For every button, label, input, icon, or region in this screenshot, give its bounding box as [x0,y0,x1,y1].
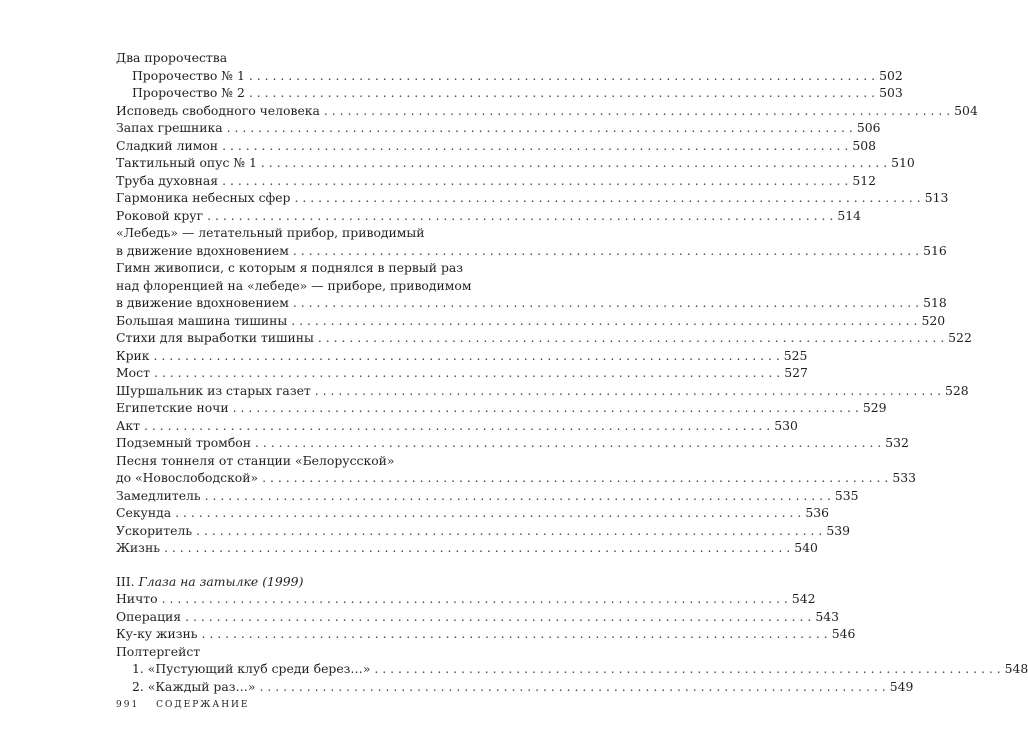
toc-entry-title: Ничто [116,591,158,606]
toc-entry-title: Крик [116,347,150,363]
dot-leader: . . . . . . . . . . . . . . . . . . . . . . . . . . . . . . . . . . . . . . . . . . . . . . . . . . . . . . . . . . . . . . . . . . . . . . . . . . . . . . . . [248,67,876,83]
toc-entry [116,487,859,505]
toc-entry-title-line: в движение вдохновением [116,242,289,258]
toc-entry-title-line: «Лебедь» — летательный прибор, приводимый [116,225,425,240]
dot-leader: . . . . . . . . . . . . . . . . . . . . . . . . . . . . . . . . . . . . . . . . . . . . . . . . . . . . . . . . . . . . . . . . . . . . . . . . . . . . . . . . [143,417,771,433]
toc-entry-page: 510 [891,155,915,170]
toc-entry [116,172,876,190]
dot-leader: . . . . . . . . . . . . . . . . . . . . . . . . . . . . . . . . . . . . . . . . . . . . . . . . . . . . . . . . . . . . . . . . . . . . . . . . . . . . . . . . [292,242,920,258]
toc-entry [116,452,917,487]
toc-entry-title: Запах грешника [116,120,223,135]
section-title: Глаза на затылке [138,573,259,589]
toc-entry-page: 529 [862,400,887,415]
dot-leader: . . . . . . . . . . . . . . . . . . . . . . . . . . . . . . . . . . . . . . . . . . . . . . . . . . . . . . . . . . . . . . . . . . . . . . . . . . . . . . . . [175,505,802,520]
toc-entry-page: 527 [784,365,808,380]
dot-leader: . . . . . . . . . . . . . . . . . . . . . . . . . . . . . . . . . . . . . . . . . . . . . . . . . . . . . . . . . . . . . . . . . . . . . . . . . . . . . . . . [262,470,889,485]
toc-entry-page: 513 [924,190,949,205]
toc-entry-page: 530 [774,417,798,433]
toc-entry-title: Два пророчества [116,50,228,65]
dot-leader: . . . . . . . . . . . . . . . . . . . . . . . . . . . . . . . . . . . . . . . . . . . . . . . . . . . . . . . . . . . . . . . . . . . . . . . . . . . . . . . . [185,608,812,624]
table-of-contents [116,49,1028,695]
toc-entry-page: 533 [892,470,917,485]
dot-leader: . . . . . . . . . . . . . . . . . . . . . . . . . . . . . . . . . . . . . . . . . . . . . . . . . . . . . . . . . . . . . . . . . . . . . . . . . . . . . . . . [291,312,918,328]
toc-entry [116,224,947,259]
dot-leader: . . . . . . . . . . . . . . . . . . . . . . . . . . . . . . . . . . . . . . . . . . . . . . . . . . . . . . . . . . . . . . . . . . . . . . . . . . . . . . . . [259,678,886,694]
toc-entry-page: 520 [921,312,946,328]
toc-entry-page: 512 [852,172,876,188]
toc-entry-page: 503 [879,85,903,100]
toc-entry [116,154,915,172]
toc-entry [116,590,816,608]
toc-entry [116,625,856,643]
toc-entry-title: Большая машина тишины [116,312,288,328]
toc-entry-page: 522 [948,330,972,345]
toc-entry-page: 504 [954,102,978,118]
dot-leader: . . . . . . . . . . . . . . . . . . . . . . . . . . . . . . . . . . . . . . . . . . . . . . . . . . . . . . . . . . . . . . . . . . . . . . . . . . . . . . . . [323,102,951,118]
toc-entry-title: Гармоника небесных сфер [116,190,291,205]
toc-entry-title-line: Песня тоннеля от станции «Белорусской» [116,452,395,468]
toc-entry-page: 502 [879,67,903,83]
toc-entry-title: Жизнь [116,540,160,555]
toc-entry-page: 535 [834,487,859,503]
toc-entry-title: Стихи для выработки тишины [116,330,314,345]
toc-entry-page: 543 [815,608,840,624]
dot-leader: . . . . . . . . . . . . . . . . . . . . . . . . . . . . . . . . . . . . . . . . . . . . . . . . . . . . . . . . . . . . . . . . . . . . . . . . . . . . . . . . [222,172,849,188]
toc-entry [116,67,903,85]
page-footer [116,700,249,710]
toc-entry-title-line: над флоренцией на «лебеде» — приборе, приводимом [116,277,472,293]
toc-entry-title: Замедлитель [116,487,201,503]
toc-entry-title-line: до «Новослободской» [116,470,259,485]
running-title: СОДЕРЖАНИЕ [156,700,250,710]
toc-entry-title: Пророчество № 2 [132,85,245,100]
toc-entry-title: Тактильный опус № 1 [116,155,257,170]
dot-leader: . . . . . . . . . . . . . . . . . . . . . . . . . . . . . . . . . . . . . . . . . . . . . . . . . . . . . . . . . . . . . . . . . . . . . . . . . . . . . . . . [317,330,945,345]
toc-entry-page: 518 [923,295,947,310]
dot-leader: . . . . . . . . . . . . . . . . . . . . . . . . . . . . . . . . . . . . . . . . . . . . . . . . . . . . . . . . . . . . . . . . . . . . . . . . . . . . . . . . [153,347,780,363]
dot-leader: . . . . . . . . . . . . . . . . . . . . . . . . . . . . . . . . . . . . . . . . . . . . . . . . . . . . . . . . . . . . . . . . . . . . . . . . . . . . . . . . [204,487,831,503]
toc-entry-title: Исповедь свободного человека [116,102,320,118]
toc-entry-page: 525 [783,347,808,363]
section-spacer [116,557,470,573]
toc-entry-page: 528 [945,382,969,398]
toc-entry [116,417,798,435]
dot-leader: . . . . . . . . . . . . . . . . . . . . . . . . . . . . . . . . . . . . . . . . . . . . . . . . . . . . . . . . . . . . . . . . . . . . . . . . . . . . . . . . [260,155,888,170]
section-heading [116,573,470,591]
toc-group-heading [116,643,470,661]
toc-entry-title: Мост [116,365,150,380]
toc-entry-page: 536 [805,505,830,520]
toc-entry-title: Пророчество № 1 [132,67,245,83]
toc-entry-title: Роковой круг [116,207,204,223]
toc-entry [116,382,969,400]
toc-entry-title: Труба духовная [116,172,219,188]
toc-entry [116,207,861,225]
toc-entry-page: 508 [852,137,876,153]
toc-entry-title: 2. «Каждый раз…» [132,678,256,694]
toc-entry-title: Шуршальник из старых газет [116,382,311,398]
dot-leader: . . . . . . . . . . . . . . . . . . . . . . . . . . . . . . . . . . . . . . . . . . . . . . . . . . . . . . . . . . . . . . . . . . . . . . . . . . . . . . . . [255,435,882,450]
toc-entry-page: 506 [856,120,881,135]
toc-entry-title: 1. «Пустующий клуб среди берез…» [132,661,371,676]
toc-entry-title: Операция [116,608,182,624]
toc-entry-page: 548 [1004,661,1028,676]
toc-entry-title: Египетские ночи [116,400,229,415]
toc-entry-page: 549 [889,678,914,694]
toc-entry-title: Ускоритель [116,522,193,538]
dot-leader: . . . . . . . . . . . . . . . . . . . . . . . . . . . . . . . . . . . . . . . . . . . . . . . . . . . . . . . . . . . . . . . . . . . . . . . . . . . . . . . . [196,522,823,538]
toc-entry [116,608,840,626]
toc-entry-page: 532 [885,435,909,450]
toc-entry-title: Подземный тромбон [116,435,252,450]
dot-leader: . . . . . . . . . . . . . . . . . . . . . . . . . . . . . . . . . . . . . . . . . . . . . . . . . . . . . . . . . . . . . . . . . . . . . . . . . . . . . . . . [292,295,920,310]
toc-entry [116,539,818,557]
page-number: 991 [116,700,140,710]
toc-group-heading [116,49,470,67]
dot-leader: . . . . . . . . . . . . . . . . . . . . . . . . . . . . . . . . . . . . . . . . . . . . . . . . . . . . . . . . . . . . . . . . . . . . . . . . . . . . . . . . [222,137,849,153]
dot-leader: . . . . . . . . . . . . . . . . . . . . . . . . . . . . . . . . . . . . . . . . . . . . . . . . . . . . . . . . . . . . . . . . . . . . . . . . . . . . . . . . [248,85,876,100]
dot-leader: . . . . . . . . . . . . . . . . . . . . . . . . . . . . . . . . . . . . . . . . . . . . . . . . . . . . . . . . . . . . . . . . . . . . . . . . . . . . . . . . [294,190,921,205]
toc-entry [116,84,903,102]
dot-leader: . . . . . . . . . . . . . . . . . . . . . . . . . . . . . . . . . . . . . . . . . . . . . . . . . . . . . . . . . . . . . . . . . . . . . . . . . . . . . . . . [201,626,828,641]
toc-entry-title-line: Гимн живописи, с которым я поднялся в первый раз [116,260,464,275]
toc-entry-page: 539 [826,522,850,538]
toc-entry [116,102,978,120]
dot-leader: . . . . . . . . . . . . . . . . . . . . . . . . . . . . . . . . . . . . . . . . . . . . . . . . . . . . . . . . . . . . . . . . . . . . . . . . . . . . . . . . [207,207,834,223]
toc-entry [116,312,946,330]
dot-leader: . . . . . . . . . . . . . . . . . . . . . . . . . . . . . . . . . . . . . . . . . . . . . . . . . . . . . . . . . . . . . . . . . . . . . . . . . . . . . . . . [314,382,942,398]
section-number: III. [116,573,135,589]
dot-leader: . . . . . . . . . . . . . . . . . . . . . . . . . . . . . . . . . . . . . . . . . . . . . . . . . . . . . . . . . . . . . . . . . . . . . . . . . . . . . . . . [226,120,853,135]
toc-entry [116,434,909,452]
toc-entry-title: Сладкий лимон [116,137,219,153]
toc-entry-title: Полтергейст [116,643,201,659]
dot-leader: . . . . . . . . . . . . . . . . . . . . . . . . . . . . . . . . . . . . . . . . . . . . . . . . . . . . . . . . . . . . . . . . . . . . . . . . . . . . . . . . [232,400,859,415]
toc-entry-page: 514 [837,207,861,223]
toc-entry [116,504,830,522]
toc-entry [116,259,947,312]
toc-entry [116,364,808,382]
dot-leader: . . . . . . . . . . . . . . . . . . . . . . . . . . . . . . . . . . . . . . . . . . . . . . . . . . . . . . . . . . . . . . . . . . . . . . . . . . . . . . . . [161,591,788,606]
dot-leader: . . . . . . . . . . . . . . . . . . . . . . . . . . . . . . . . . . . . . . . . . . . . . . . . . . . . . . . . . . . . . . . . . . . . . . . . . . . . . . . . [153,365,781,380]
toc-entry-title: Акт [116,417,140,433]
toc-entry [116,678,914,696]
toc-entry [116,329,972,347]
toc-entry-title: Секунда [116,505,172,520]
toc-entry [116,660,1028,678]
toc-entry [116,137,876,155]
toc-entry [116,399,887,417]
dot-leader: . . . . . . . . . . . . . . . . . . . . . . . . . . . . . . . . . . . . . . . . . . . . . . . . . . . . . . . . . . . . . . . . . . . . . . . . . . . . . . . . [163,540,791,555]
section-year: (1999) [262,573,304,589]
dot-leader: . . . . . . . . . . . . . . . . . . . . . . . . . . . . . . . . . . . . . . . . . . . . . . . . . . . . . . . . . . . . . . . . . . . . . . . . . . . . . . . . [374,661,1001,676]
toc-entry-page: 516 [923,242,947,258]
toc-entry-title-line: в движение вдохновением [116,295,289,310]
toc-entry-title: Ку-ку жизнь [116,626,198,641]
toc-entry [116,119,881,137]
toc-entry-page: 540 [794,540,818,555]
toc-entry [116,522,850,540]
toc-entry-page: 546 [831,626,856,641]
toc-entry [116,347,808,365]
toc-entry-page: 542 [791,591,816,606]
toc-entry [116,189,949,207]
